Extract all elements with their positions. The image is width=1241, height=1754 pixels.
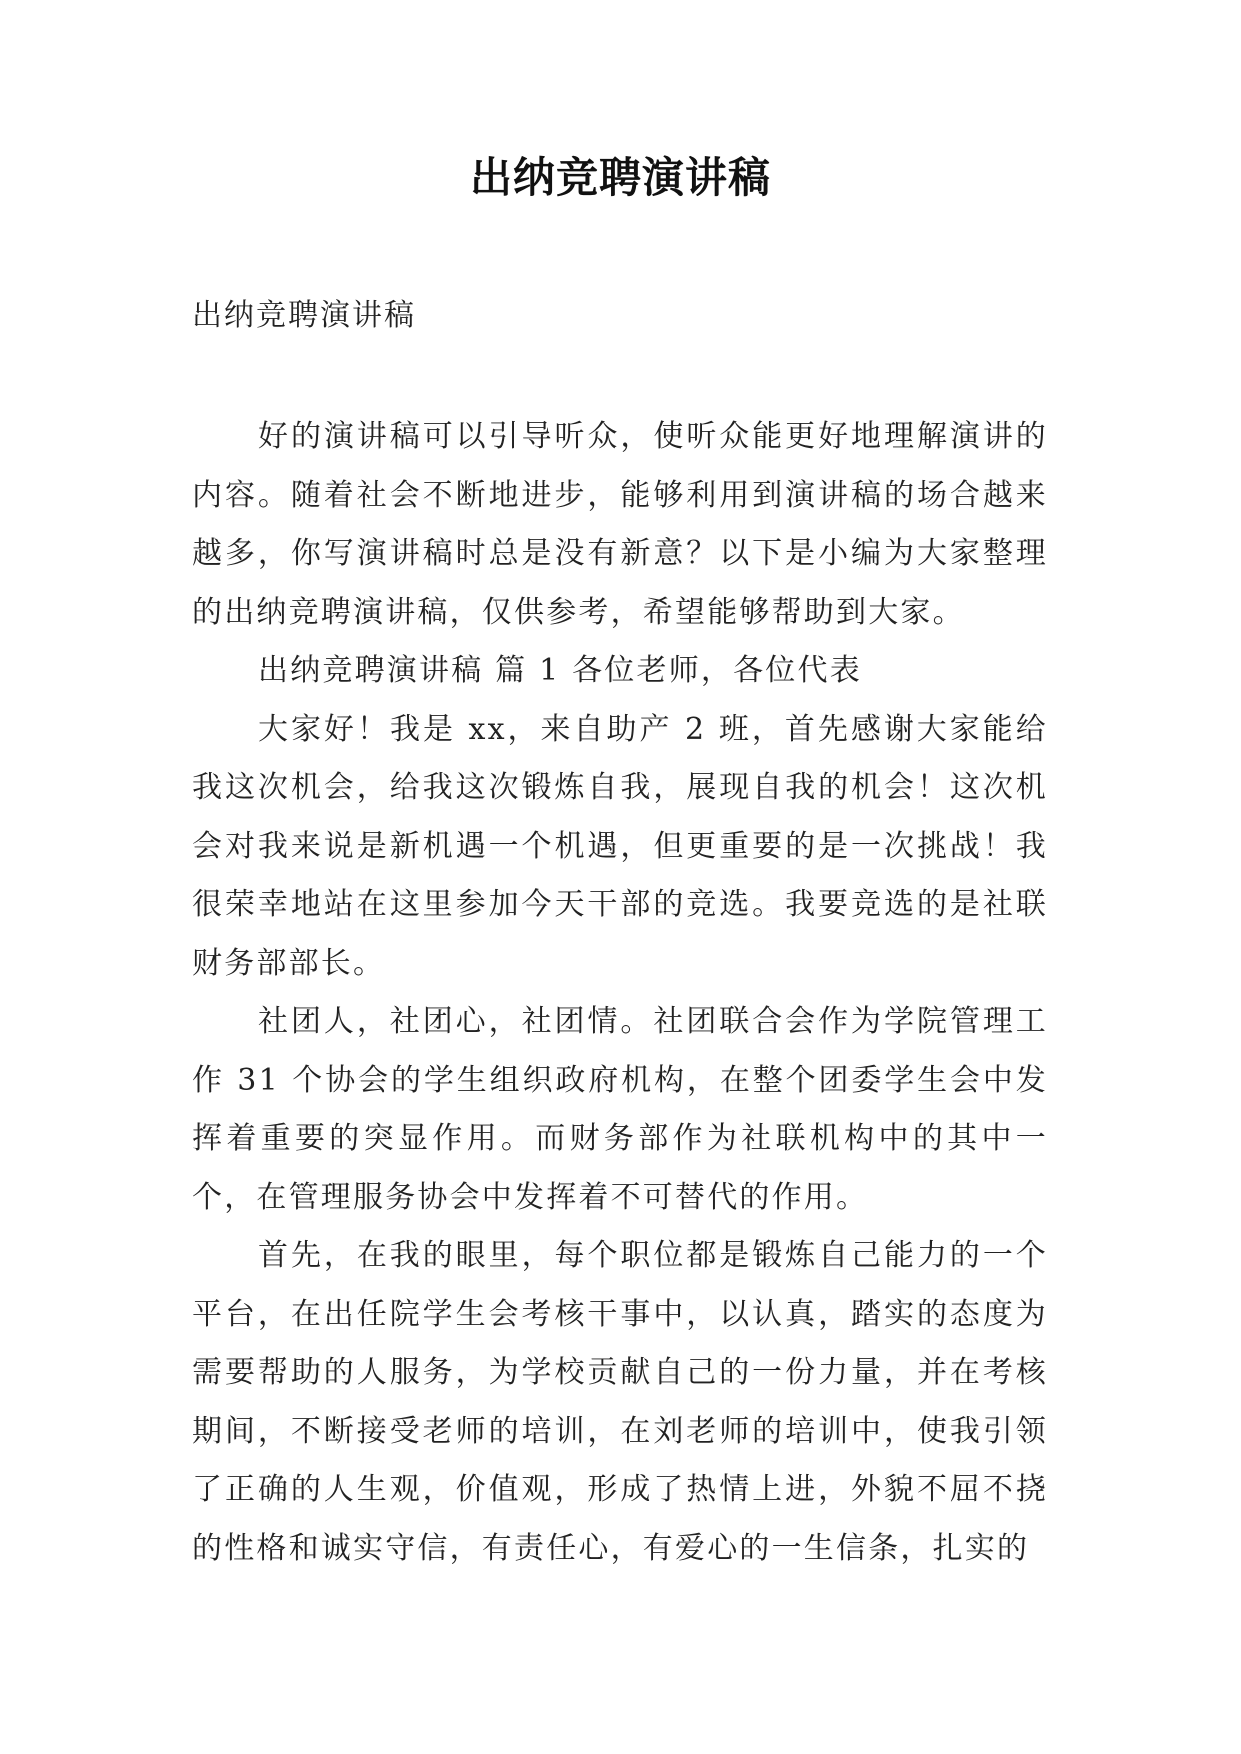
paragraph-section-heading: 出纳竞聘演讲稿 篇 1 各位老师，各位代表: [258, 653, 862, 688]
paragraph-greeting: 大家好！我是 xx，来自助产 2 班，首先感谢大家能给我这次机会，给我这次锻炼自我，展现自我的机会！这次机会对我来说是新机遇一个机遇，但更重要的是一次挑战！我很荣幸地站在这里参加今天干部的竞选。我要竞选的是社联财务部部长。: [192, 711, 1048, 981]
document-title: 出纳竞聘演讲稿: [469, 153, 771, 202]
document-body: [192, 408, 1048, 1578]
paragraph-club-intro: 社团人，社团心，社团情。社团联合会作为学院管理工作 31 个协会的学生组织政府机构，在整个团委学生会中发挥着重要的突显作用。而财务部作为社联机构中的其中一个，在管理服务协会中发挥着不可替代的作用。: [192, 1004, 1048, 1215]
paragraph-intro: 好的演讲稿可以引导听众，使听众能更好地理解演讲的内容。随着社会不断地进步，能够利用到演讲稿的场合越来越多，你写演讲稿时总是没有新意？以下是小编为大家整理的出纳竞聘演讲稿，仅供参考，希望能够帮助到大家。: [192, 419, 1048, 630]
paragraph-experience: 首先，在我的眼里，每个职位都是锻炼自己能力的一个平台，在出任院学生会考核干事中，以认真，踏实的态度为需要帮助的人服务，为学校贡献自己的一份力量，并在考核期间，不断接受老师的培训，在刘老师的培训中，使我引领了正确的人生观，价值观，形成了热情上进，外貌不屈不挠的性格和诚实守信，有责任心，有爱心的一生信条，扎实的: [192, 1238, 1048, 1566]
document-subtitle: 出纳竞聘演讲稿: [192, 298, 416, 333]
